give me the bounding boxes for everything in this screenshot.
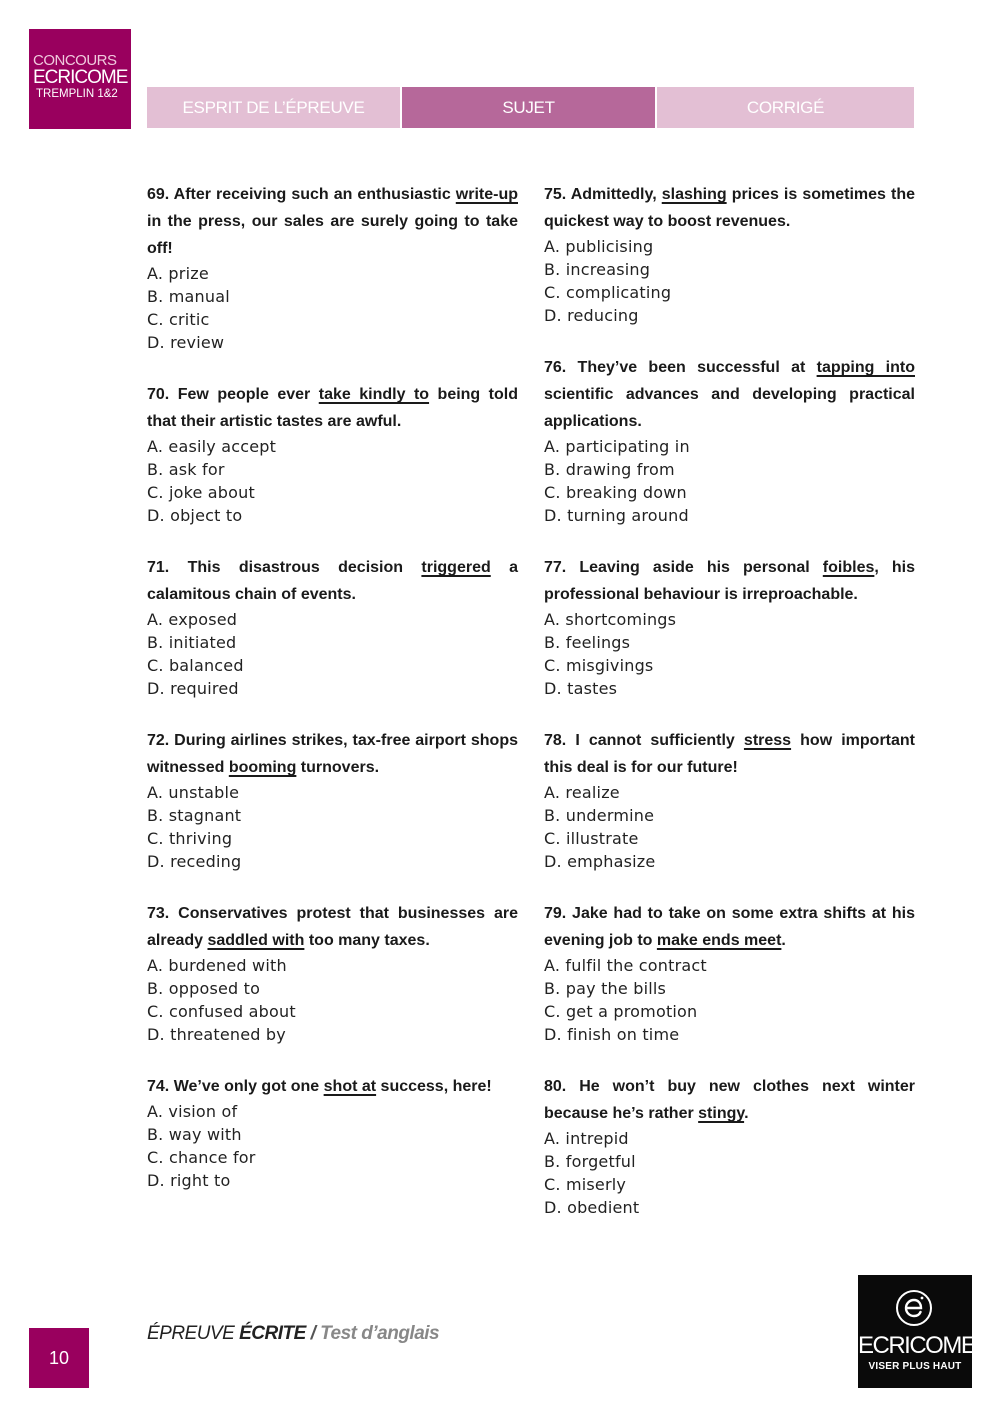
question-block bbox=[147, 900, 518, 1046]
answer-option: D. review bbox=[147, 333, 225, 352]
answer-option: D. receding bbox=[147, 852, 242, 871]
footer-ecrite: ÉCRITE bbox=[239, 1323, 306, 1344]
tab-sujet[interactable]: SUJET bbox=[402, 87, 657, 128]
answer-option: A. shortcomings bbox=[544, 610, 677, 629]
answer-option: D. finish on time bbox=[544, 1025, 680, 1044]
underlined-term: saddled with bbox=[207, 932, 305, 949]
questions-column-right bbox=[544, 181, 915, 1246]
stem-text: 76. They’ve been successful at bbox=[544, 359, 817, 376]
answer-option: D. threatened by bbox=[147, 1025, 286, 1044]
question-block bbox=[544, 1073, 915, 1219]
underlined-term: triggered bbox=[421, 559, 491, 576]
answer-option: C. illustrate bbox=[544, 829, 639, 848]
answer-option: A. realize bbox=[544, 783, 620, 802]
question-stem bbox=[544, 900, 915, 954]
stem-text: a calamitous chain of events. bbox=[147, 559, 519, 603]
question-block bbox=[147, 727, 518, 873]
footer-subject: Test d’anglais bbox=[320, 1323, 440, 1344]
answer-option: C. miserly bbox=[544, 1175, 627, 1194]
stem-text: 70. Few people ever bbox=[147, 386, 319, 403]
question-stem bbox=[147, 900, 518, 954]
answer-option: B. opposed to bbox=[147, 979, 261, 998]
question-stem bbox=[147, 181, 518, 262]
answer-option: B. forgetful bbox=[544, 1152, 636, 1171]
stem-text: how important this deal is for our future! bbox=[544, 732, 916, 776]
underlined-term: stingy bbox=[698, 1105, 745, 1122]
question-block bbox=[147, 181, 518, 354]
answer-option: C. balanced bbox=[147, 656, 244, 675]
question-block bbox=[147, 554, 518, 700]
answer-option: D. required bbox=[147, 679, 239, 698]
underlined-term: stress bbox=[743, 732, 792, 749]
answer-option: D. object to bbox=[147, 506, 243, 525]
answer-option: A. intrepid bbox=[544, 1129, 629, 1148]
answer-option: C. joke about bbox=[147, 483, 255, 502]
answer-option: A. burdened with bbox=[147, 956, 287, 975]
question-block bbox=[147, 381, 518, 527]
question-block bbox=[147, 1073, 518, 1192]
underlined-term: slashing bbox=[661, 186, 727, 203]
answer-option: A. exposed bbox=[147, 610, 238, 629]
underlined-term: make ends meet bbox=[656, 932, 782, 949]
question-block bbox=[544, 900, 915, 1046]
stem-text: . bbox=[781, 932, 786, 949]
answer-option: B. stagnant bbox=[147, 806, 242, 825]
answer-option: B. way with bbox=[147, 1125, 242, 1144]
question-stem bbox=[544, 181, 915, 235]
underlined-term: write-up bbox=[455, 186, 518, 203]
question-block bbox=[544, 181, 915, 327]
footer-epreuve: ÉPREUVE bbox=[147, 1323, 235, 1344]
stem-text: in the press, our sales are surely going to take off! bbox=[147, 213, 518, 257]
stem-text: 71. This disastrous decision bbox=[147, 559, 422, 576]
tab-corrige[interactable]: CORRIGÉ bbox=[657, 87, 914, 128]
brand-tagline: VISER PLUS HAUT bbox=[868, 1361, 962, 1372]
stem-text: . bbox=[744, 1105, 749, 1122]
logo-line-ecricome: ECRICOME bbox=[33, 67, 128, 88]
answer-option: B. undermine bbox=[544, 806, 655, 825]
answer-option: B. feelings bbox=[544, 633, 631, 652]
stem-text: too many taxes. bbox=[304, 932, 430, 949]
answer-option: A. participating in bbox=[544, 437, 690, 456]
answer-option: C. get a promotion bbox=[544, 1002, 698, 1021]
stem-text: 73. Conservatives protest that businesses are already bbox=[147, 905, 518, 949]
concours-ecricome-logo bbox=[29, 29, 131, 129]
stem-text: prices is sometimes the quickest way to boost revenues. bbox=[544, 186, 916, 230]
stem-text: 79. Jake had to take on some extra shifts at his evening job to bbox=[544, 905, 915, 949]
underlined-term: tapping into bbox=[816, 359, 915, 376]
answer-option: D. turning around bbox=[544, 506, 689, 525]
answer-option: A. fulfil the contract bbox=[544, 956, 707, 975]
stem-text: 74. We’ve only got one bbox=[147, 1078, 324, 1095]
footer-exam-title bbox=[147, 1323, 439, 1345]
question-stem bbox=[147, 381, 518, 435]
page-number: 10 bbox=[29, 1328, 89, 1388]
question-block bbox=[544, 354, 915, 527]
question-stem bbox=[544, 354, 915, 435]
answer-option: C. chance for bbox=[147, 1148, 256, 1167]
answer-option: B. drawing from bbox=[544, 460, 675, 479]
answer-option: B. increasing bbox=[544, 260, 651, 279]
stem-text: 78. I cannot sufficiently bbox=[544, 732, 744, 749]
logo-line-tremplin: TREMPLIN 1&2 bbox=[36, 88, 118, 100]
answer-option: D. obedient bbox=[544, 1198, 640, 1217]
answer-option: C. thriving bbox=[147, 829, 233, 848]
question-block bbox=[544, 554, 915, 700]
answer-option: C. critic bbox=[147, 310, 210, 329]
logo-line-concours: CONCOURS bbox=[33, 52, 117, 69]
answer-option: A. easily accept bbox=[147, 437, 277, 456]
questions-column-left bbox=[147, 181, 518, 1219]
stem-text: 77. Leaving aside his personal bbox=[544, 559, 823, 576]
stem-text: , his professional behaviour is irreproachable. bbox=[544, 559, 915, 603]
stem-text: turnovers. bbox=[296, 759, 380, 776]
question-stem bbox=[544, 1073, 915, 1127]
stem-text: being told that their artistic tastes are awful. bbox=[147, 386, 518, 430]
footer-slash: / bbox=[310, 1323, 316, 1344]
question-block bbox=[544, 727, 915, 873]
ecricome-brand-logo bbox=[858, 1275, 976, 1388]
stem-text: 75. Admittedly, bbox=[544, 186, 662, 203]
answer-option: D. emphasize bbox=[544, 852, 656, 871]
section-tabs bbox=[147, 87, 914, 128]
answer-option: A. unstable bbox=[147, 783, 240, 802]
answer-option: C. complicating bbox=[544, 283, 672, 302]
answer-option: C. breaking down bbox=[544, 483, 687, 502]
stem-text: 69. After receiving such an enthusiastic bbox=[147, 186, 456, 203]
answer-option: B. initiated bbox=[147, 633, 237, 652]
answer-option: C. confused about bbox=[147, 1002, 296, 1021]
stem-text: scientific advances and developing practical applications. bbox=[544, 386, 915, 430]
stem-text: 80. He won’t buy new clothes next winter because he’s rather bbox=[544, 1078, 915, 1122]
tab-esprit-de-l-epreuve[interactable]: ESPRIT DE L’ÉPREUVE bbox=[147, 87, 402, 128]
underlined-term: take kindly to bbox=[318, 386, 430, 403]
e-circle-logo-icon bbox=[895, 1289, 933, 1327]
answer-option: B. ask for bbox=[147, 460, 225, 479]
underlined-term: shot at bbox=[323, 1078, 377, 1095]
answer-option: C. misgivings bbox=[544, 656, 654, 675]
answer-option: D. reducing bbox=[544, 306, 639, 325]
answer-option: B. manual bbox=[147, 287, 230, 306]
underlined-term: foibles bbox=[822, 559, 875, 576]
brand-name: ECRICOME bbox=[858, 1332, 976, 1359]
underlined-term: booming bbox=[228, 759, 297, 776]
stem-text: success, here! bbox=[376, 1078, 492, 1095]
answer-option: D. tastes bbox=[544, 679, 618, 698]
question-stem bbox=[544, 727, 915, 781]
question-stem bbox=[544, 554, 915, 608]
answer-option: B. pay the bills bbox=[544, 979, 667, 998]
question-stem bbox=[147, 1073, 518, 1100]
question-stem bbox=[147, 727, 518, 781]
answer-option: D. right to bbox=[147, 1171, 231, 1190]
answer-option: A. prize bbox=[147, 264, 209, 283]
answer-option: A. publicising bbox=[544, 237, 654, 256]
question-stem bbox=[147, 554, 518, 608]
answer-option: A. vision of bbox=[147, 1102, 238, 1121]
stem-text: 72. During airlines strikes, tax-free airport shops witnessed bbox=[147, 732, 518, 776]
